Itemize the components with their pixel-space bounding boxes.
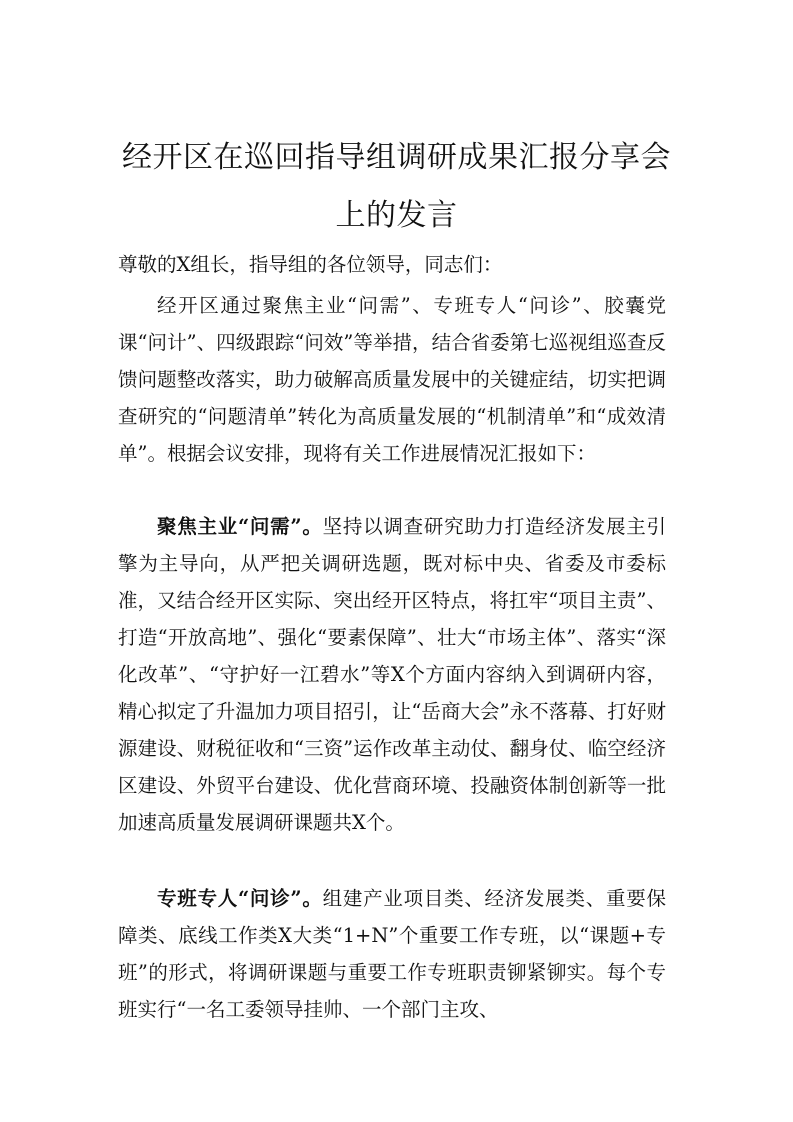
paragraph-focus-needs [118, 508, 666, 841]
paragraph-special-teams [118, 880, 666, 1028]
paragraph-text-special-teams: 组建产业项目类、经济发展类、重要保障类、底线工作类X大类“1+N”个重要工作专班，以“课题+专班”的形式，将调研课题与重要工作专班职责铆紧铆实。每个专班实行“一名工委领导挂帅、一个部门主攻、 [118, 887, 666, 1021]
paragraph-intro [118, 287, 666, 472]
paragraph-text-focus-needs: 坚持以调查研究助力打造经济发展主引擎为主导向，从严把关调研选题，既对标中央、省委及市委标准，又结合经开区实际、突出经开区特点，将扛牢“项目主责”、打造“开放高地”、强化“要素保障”、壮大“市场主体”、落实“深化改革”、“守护好一江碧水”等X个方面内容纳入到调研内容，精心拟定了升温加力项目招引，让“岳商大会”永不落幕、打好财源建设、财税征收和“三资”运作改革主动仗、翻身仗、临空经济区建设、外贸平台建设、优化营商环境、投融资体制创新等一批加速高质量发展调研课题共X个。 [118, 515, 666, 834]
salutation: 尊敬的X组长，指导组的各位领导，同志们： [118, 253, 503, 276]
paragraph-heading-focus-needs: 聚焦主业“问需”。 [157, 515, 323, 538]
document-title-line-1: 经开区在巡回指导组调研成果汇报分享会 [122, 140, 671, 175]
paragraph-intro-text: 经开区通过聚焦主业“问需”、专班专人“问诊”、胶囊党课“问计”、四级跟踪“问效”等举措，结合省委第七巡视组巡查反馈问题整改落实，助力破解高质量发展中的关键症结，切实把调查研究的“问题清单”转化为高质量发展的“机制清单”和“成效清单”。根据会议安排，现将有关工作进展情况汇报如下： [118, 294, 666, 465]
paragraph-heading-special-teams: 专班专人“问诊”。 [157, 887, 323, 910]
document-title-line-2: 上的发言 [335, 198, 458, 233]
